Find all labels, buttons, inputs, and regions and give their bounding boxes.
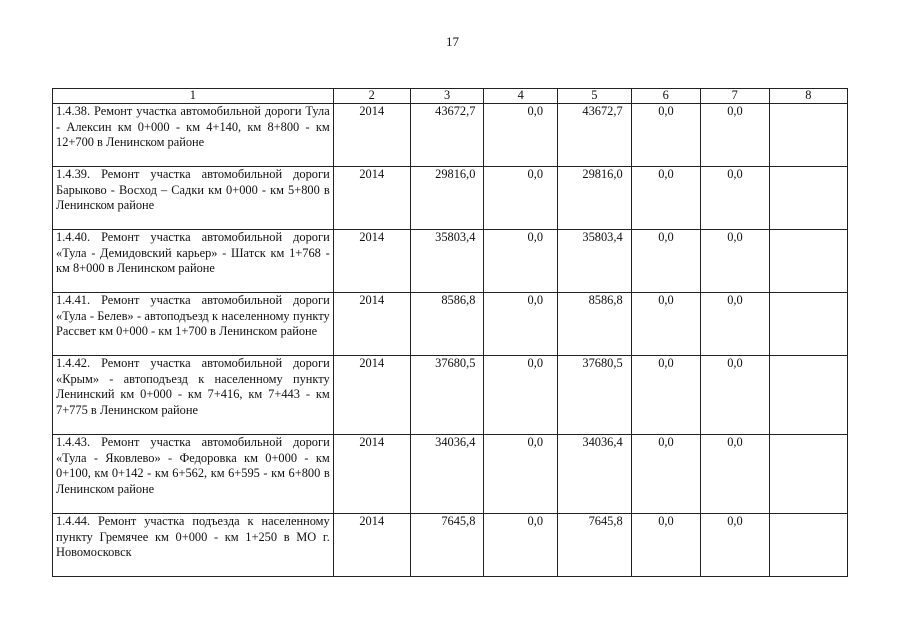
table-row [53, 293, 848, 356]
row-value-4: 0,0 [484, 435, 558, 514]
row-value-3: 7645,8 [410, 514, 484, 577]
row-value-4: 0,0 [484, 230, 558, 293]
column-header-8: 8 [769, 89, 847, 104]
row-value-3: 8586,8 [410, 293, 484, 356]
row-value-6: 0,0 [631, 293, 700, 356]
row-value-8 [769, 514, 847, 577]
row-value-3: 35803,4 [410, 230, 484, 293]
row-year: 2014 [333, 104, 410, 167]
row-value-5: 37680,5 [558, 356, 632, 435]
column-header-5: 5 [558, 89, 632, 104]
row-value-6: 0,0 [631, 104, 700, 167]
row-value-5: 35803,4 [558, 230, 632, 293]
column-header-6: 6 [631, 89, 700, 104]
row-value-8 [769, 356, 847, 435]
row-value-4: 0,0 [484, 104, 558, 167]
row-value-6: 0,0 [631, 167, 700, 230]
row-value-8 [769, 230, 847, 293]
table-row [53, 514, 848, 577]
table-row [53, 104, 848, 167]
row-year: 2014 [333, 435, 410, 514]
row-value-8 [769, 104, 847, 167]
column-header-7: 7 [700, 89, 769, 104]
row-value-6: 0,0 [631, 514, 700, 577]
row-year: 2014 [333, 293, 410, 356]
row-description: 1.4.42. Ремонт участка автомобильной дороги «Крым» - автоподъезд к населенному пункту Ленинский км 0+000 - км 7+416, км 7+443 - км 7+775 в Ленинском районе [53, 356, 334, 435]
row-value-7: 0,0 [700, 293, 769, 356]
table-row [53, 230, 848, 293]
row-value-4: 0,0 [484, 167, 558, 230]
row-value-3: 43672,7 [410, 104, 484, 167]
table-row [53, 435, 848, 514]
row-description: 1.4.44. Ремонт участка подъезда к населенному пункту Гремячее км 0+000 - км 1+250 в МО г. Новомосковск [53, 514, 334, 577]
row-value-7: 0,0 [700, 104, 769, 167]
row-value-4: 0,0 [484, 514, 558, 577]
header-row [53, 89, 848, 104]
row-value-3: 29816,0 [410, 167, 484, 230]
row-value-6: 0,0 [631, 230, 700, 293]
page-number: 17 [446, 34, 459, 49]
budget-table [52, 88, 848, 577]
row-value-7: 0,0 [700, 167, 769, 230]
row-value-7: 0,0 [700, 435, 769, 514]
row-description: 1.4.43. Ремонт участка автомобильной дороги «Тула - Яковлево» - Федоровка км 0+000 - км 0+100, км 0+142 - км 6+562, км 6+595 - км 6+800 в Ленинском районе [53, 435, 334, 514]
row-value-5: 34036,4 [558, 435, 632, 514]
row-value-5: 43672,7 [558, 104, 632, 167]
row-description: 1.4.41. Ремонт участка автомобильной дороги «Тула - Белев» - автоподъезд к населенному пункту Рассвет км 0+000 - км 1+700 в Ленинском районе [53, 293, 334, 356]
table-row [53, 167, 848, 230]
row-description: 1.4.40. Ремонт участка автомобильной дороги «Тула - Демидовский карьер» - Шатск км 1+768 - км 8+000 в Ленинском районе [53, 230, 334, 293]
row-value-7: 0,0 [700, 230, 769, 293]
row-value-5: 7645,8 [558, 514, 632, 577]
row-value-6: 0,0 [631, 435, 700, 514]
row-description: 1.4.38. Ремонт участка автомобильной дороги Тула - Алексин км 0+000 - км 4+140, км 8+800 - км 12+700 в Ленинском районе [53, 104, 334, 167]
column-header-1: 1 [53, 89, 334, 104]
row-value-8 [769, 167, 847, 230]
row-value-5: 8586,8 [558, 293, 632, 356]
row-year: 2014 [333, 356, 410, 435]
row-year: 2014 [333, 514, 410, 577]
row-value-7: 0,0 [700, 356, 769, 435]
row-value-8 [769, 435, 847, 514]
row-value-4: 0,0 [484, 356, 558, 435]
row-value-7: 0,0 [700, 514, 769, 577]
row-value-8 [769, 293, 847, 356]
row-value-6: 0,0 [631, 356, 700, 435]
row-value-3: 34036,4 [410, 435, 484, 514]
column-header-3: 3 [410, 89, 484, 104]
column-header-2: 2 [333, 89, 410, 104]
row-description: 1.4.39. Ремонт участка автомобильной дороги Барыково - Восход – Садки км 0+000 - км 5+800 в Ленинском районе [53, 167, 334, 230]
row-value-5: 29816,0 [558, 167, 632, 230]
row-year: 2014 [333, 230, 410, 293]
column-header-4: 4 [484, 89, 558, 104]
row-value-4: 0,0 [484, 293, 558, 356]
table-row [53, 356, 848, 435]
row-year: 2014 [333, 167, 410, 230]
row-value-3: 37680,5 [410, 356, 484, 435]
